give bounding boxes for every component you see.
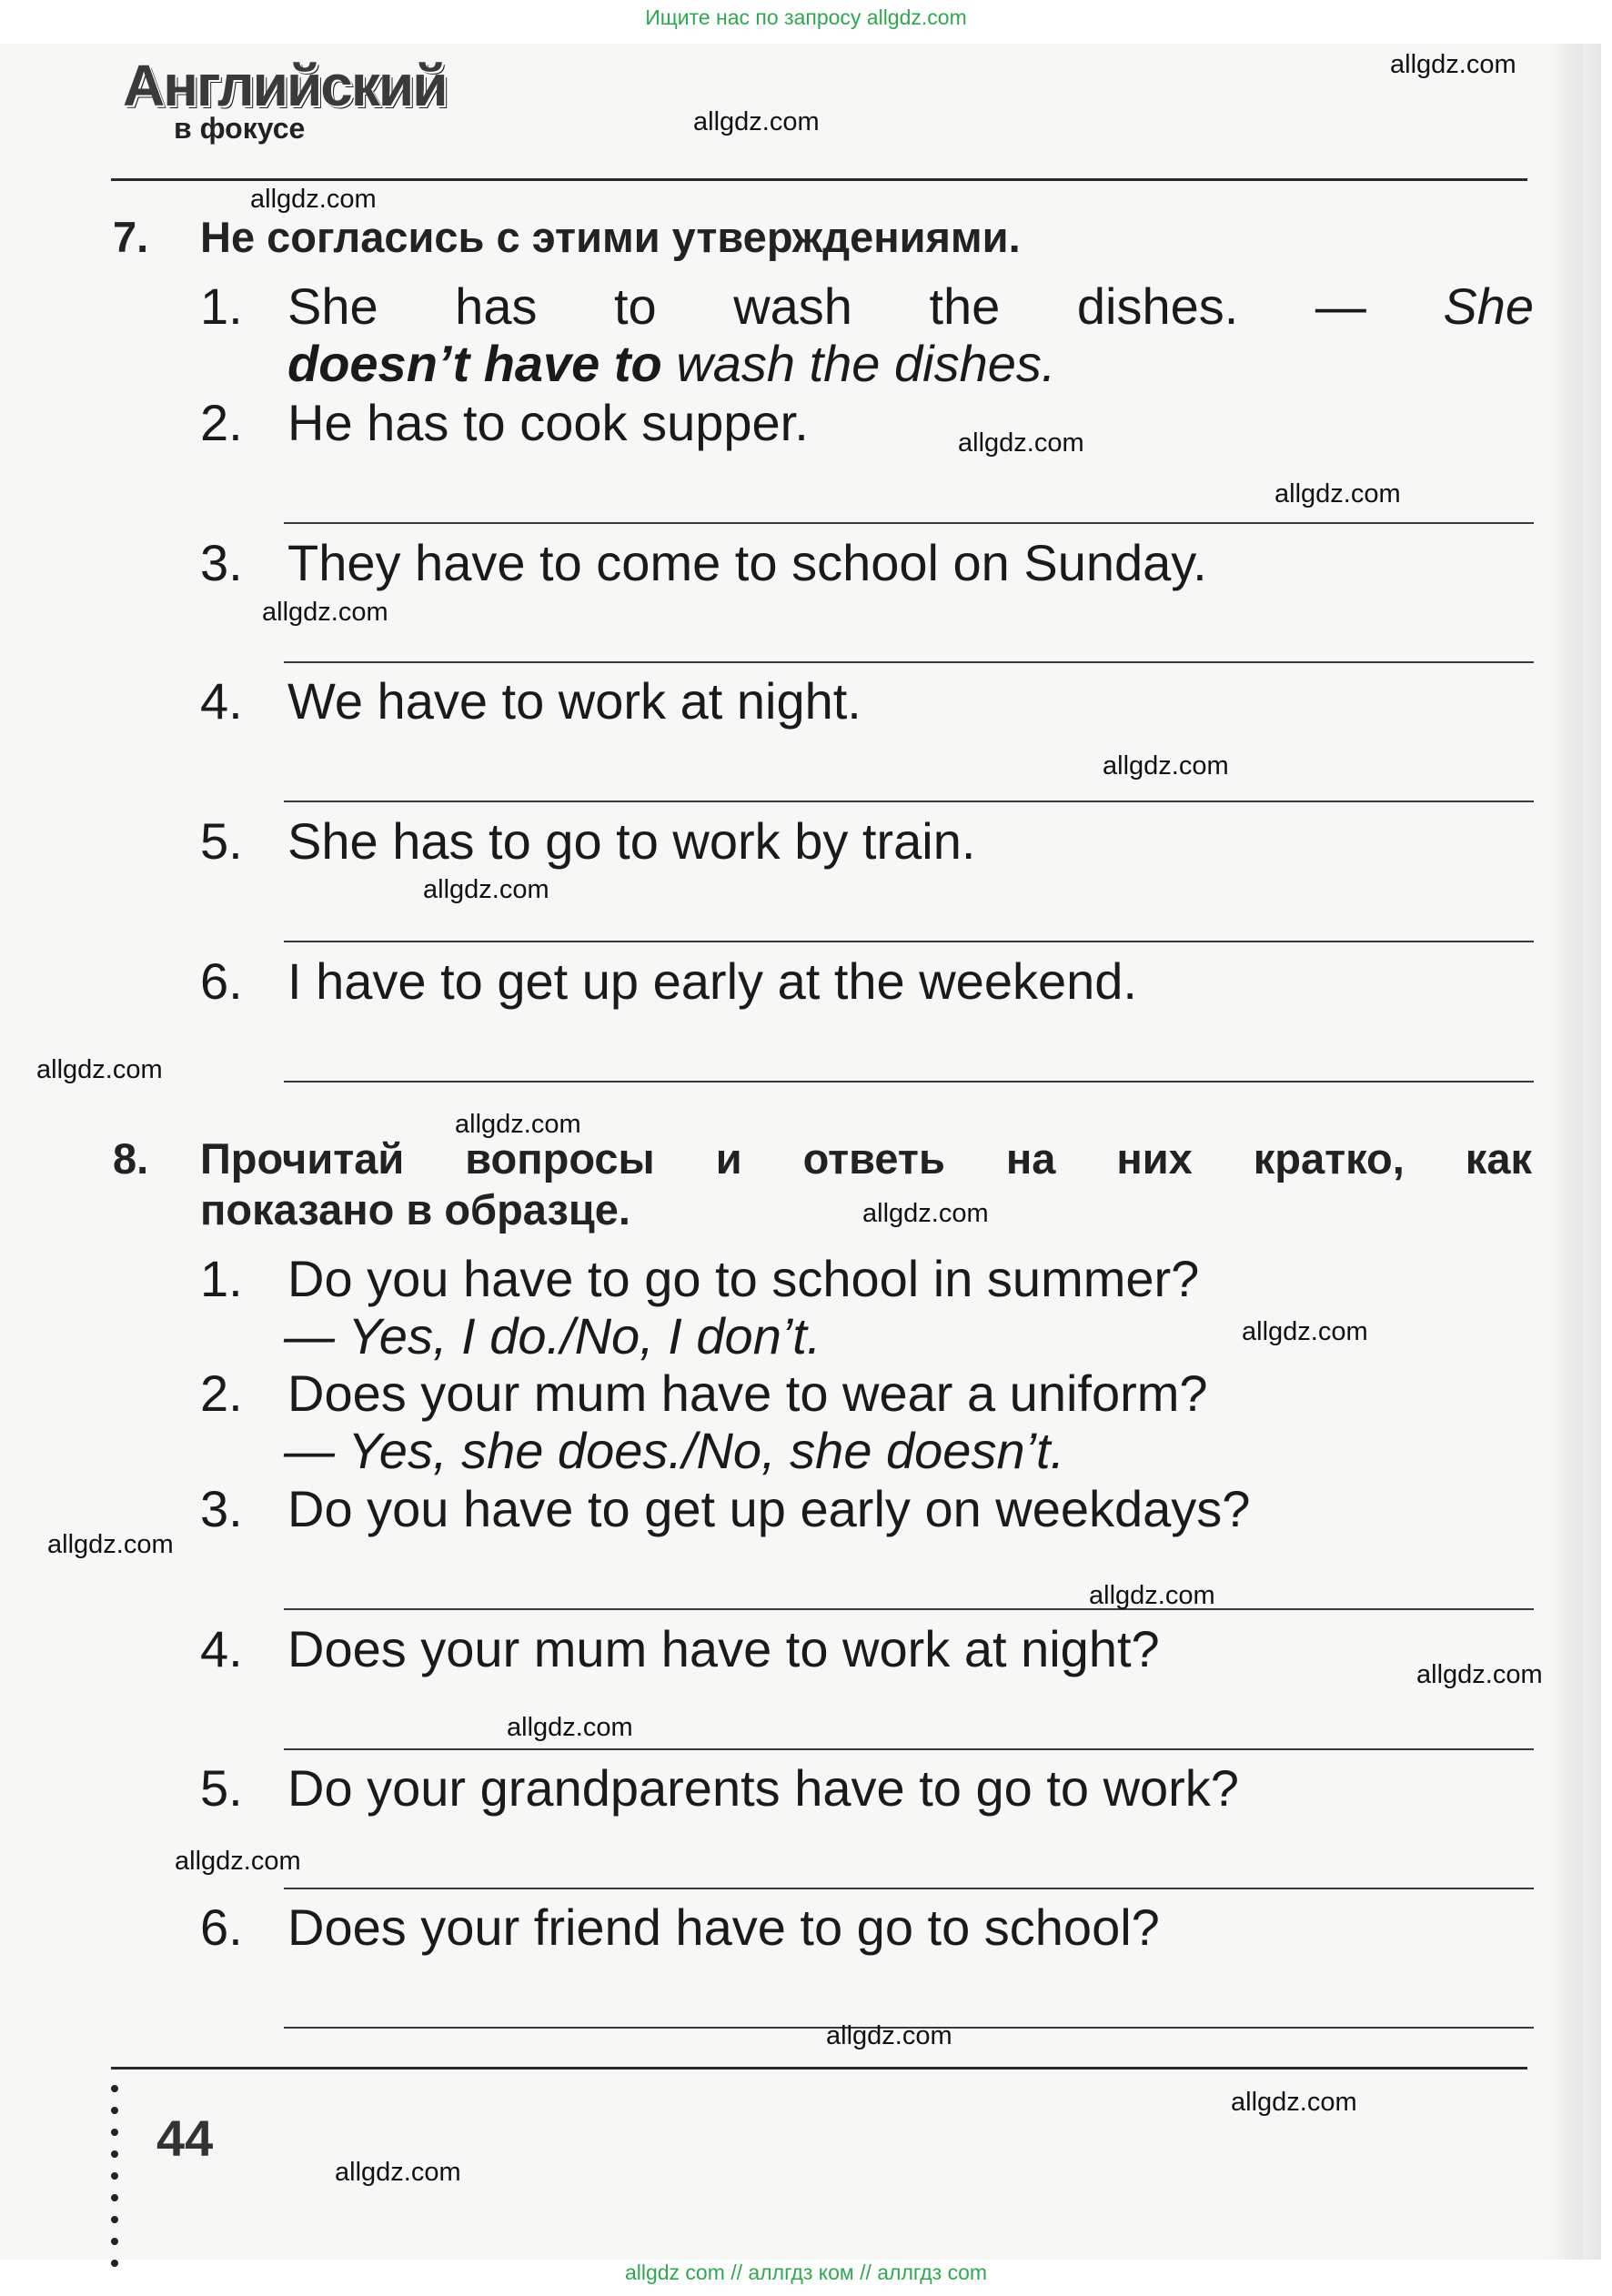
task-7-item-1 [200,277,1534,336]
task-8-example-2: — Yes, she does./No, she doesn’t. [284,1422,1065,1479]
watermark[interactable]: allgdz.com [507,1713,633,1742]
item-text: Do you have to get up early on weekdays? [287,1480,1251,1537]
answer-line-8-4[interactable] [284,1748,1534,1750]
task-8-item-4 [200,1620,1160,1678]
task-7-item-6 [200,952,1137,1011]
item-number: 2. [200,1365,243,1422]
watermark[interactable]: allgdz.com [36,1055,163,1084]
task-8-example-1: — Yes, I do./No, I don’t. [284,1307,821,1365]
item-text: Does your friend have to go to school? [287,1898,1160,1956]
item-text: She has to go to work by train. [287,812,976,870]
task-8-item-3 [200,1480,1250,1538]
item-number: 2. [200,394,243,451]
item-text: We have to work at night. [287,672,861,730]
item-text: She has to wash the dishes. — She [287,277,1534,335]
watermark[interactable]: allgdz.com [826,2021,952,2050]
watermark[interactable]: allgdz.com [262,598,388,627]
answer-line-8-5[interactable] [284,1888,1534,1889]
watermark[interactable]: allgdz.com [1390,50,1516,79]
watermark[interactable]: allgdz.com [1231,2088,1357,2117]
task-7-item-5 [200,812,975,871]
item-text: Do your grandparents have to go to work? [287,1759,1239,1817]
example-emphasis: doesn’t have to [287,335,662,392]
item-text: He has to cook supper. [287,394,809,451]
item-number: 3. [200,534,243,591]
answer-line-8-3[interactable] [284,1608,1534,1610]
item-number: 6. [200,952,243,1010]
item-text: They have to come to school on Sunday. [287,534,1207,591]
footer-rule [111,2067,1527,2069]
task-7-item-2 [200,394,809,452]
watermark[interactable]: allgdz.com [1416,1660,1543,1689]
item-number: 1. [200,277,243,335]
task-8-item-2 [200,1365,1208,1423]
watermark[interactable]: allgdz.com [1274,479,1401,509]
task-7-number: 7. [113,213,149,261]
watermark[interactable]: allgdz.com [335,2158,461,2187]
task-7-example-answer [287,335,1055,393]
item-number: 5. [200,812,243,870]
example-rest: wash the dishes. [676,335,1056,392]
watermark[interactable]: allgdz.com [47,1530,174,1559]
watermark[interactable]: allgdz.com [175,1847,301,1876]
task-7-item-4 [200,672,861,730]
task-7-item-3 [200,534,1207,592]
task-8-title-cont: показано в образце. [200,1185,630,1234]
page-edge-shadow [1547,44,1601,2260]
answer-line-7-6[interactable] [284,1081,1534,1083]
footer-dots [111,2085,120,2281]
item-text: I have to get up early at the weekend. [287,952,1137,1010]
watermark[interactable]: allgdz.com [250,185,377,214]
watermark[interactable]: allgdz.com [693,107,820,136]
watermark[interactable]: allgdz.com [862,1199,989,1228]
task-7-heading [113,212,1021,263]
watermark[interactable]: allgdz.com [1103,751,1229,780]
task-8-number: 8. [113,1134,149,1183]
page-number: 44 [156,2110,214,2167]
logo-title: Английский [123,53,447,118]
answer-line-7-2[interactable] [284,522,1534,524]
header-rule [111,178,1527,181]
item-number: 1. [200,1250,243,1307]
watermark[interactable]: allgdz.com [958,428,1084,458]
item-number: 5. [200,1759,243,1817]
item-number: 4. [200,1620,243,1677]
task-8-heading [113,1133,1532,1184]
answer-line-7-3[interactable] [284,661,1534,663]
answer-line-7-5[interactable] [284,941,1534,942]
task-8-item-5 [200,1759,1239,1818]
item-number: 4. [200,672,243,730]
watermark[interactable]: allgdz.com [455,1110,581,1139]
book-logo [123,53,447,145]
logo-subtitle: в фокусе [174,112,306,145]
task-8-title: Прочитай вопросы и ответь на них кратко, как [200,1134,1532,1183]
item-text: Does your mum have to wear a uniform? [287,1365,1208,1422]
item-text: Does your mum have to work at night? [287,1620,1160,1677]
watermark[interactable]: allgdz.com [423,875,549,904]
item-number: 6. [200,1898,243,1956]
item-text: Do you have to go to school in summer? [287,1250,1200,1307]
site-banner-top[interactable]: Ищите нас по запросу allgdz.com [645,5,967,29]
task-8-item-6 [200,1898,1160,1957]
item-number: 3. [200,1480,243,1537]
watermark[interactable]: allgdz.com [1242,1317,1368,1346]
watermark[interactable]: allgdz.com [1089,1581,1215,1610]
site-banner-bottom[interactable]: allgdz com // аллгдз ком // аллгдз com [624,2261,988,2284]
answer-line-7-4[interactable] [284,801,1534,802]
task-8-item-1 [200,1250,1199,1308]
task-7-title: Не согласись с этими утверждениями. [200,213,1021,261]
